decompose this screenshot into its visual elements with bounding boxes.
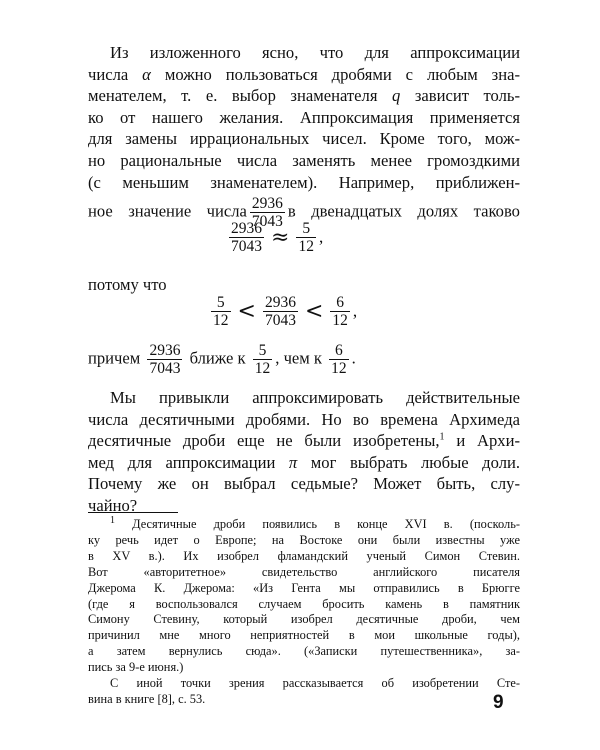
footnote-divider (88, 512, 178, 513)
page-body (88, 42, 520, 515)
fraction-5-12: $\frac{5}{12}$ (298, 220, 314, 255)
footnote-line: причинил мне много неприятностей в мои школьные годы), (88, 628, 520, 643)
text-line: менателем, т. е. выбор знаменателя q зависит толь- (88, 86, 520, 106)
footnote-ref: 1 (439, 431, 445, 443)
variable-pi: π (288, 452, 298, 472)
text-line: мед для аппроксимации π мог выбрать любые доли. (88, 452, 520, 472)
paragraph-1 (88, 42, 520, 230)
text-line-with-fraction: ное значение числа $\frac{2936}{7043}$ в двенадцатых долях таково (88, 195, 520, 231)
text-line: Из изложенного ясно, что для аппроксимации (110, 43, 520, 62)
approx-sign: ≈ (271, 225, 290, 250)
fraction-2936-7043: $\frac{2936}{7043}$ (264, 294, 296, 329)
footnote-line: Вот «авторитетное» свидетельство английского писателя (88, 564, 520, 579)
text-line: десятичные дроби еще не были изобретены,$^1$ и Архи- (88, 431, 520, 451)
footnote-line: а затем вернулись сюда». («Записки путешественника», за- (88, 644, 520, 659)
footnote-line: пись за 9-е июня.) (88, 660, 184, 675)
fraction-2936-7043: $\frac{2936}{7043}$ (251, 195, 283, 231)
fraction-5-12: $\frac{5}{12}$ (254, 342, 271, 377)
footnote-line: ку речь идет о Европе; на Востоке они были известны уже (88, 532, 520, 547)
fraction-2936-7043: $\frac{2936}{7043}$ (231, 220, 262, 255)
variable-alpha: α (142, 64, 151, 84)
footnote (88, 514, 520, 708)
footnote-line: (где я воспользовался случаем бросить камень в памятник (88, 596, 520, 611)
because-text: потому что (88, 275, 167, 294)
text-line: ко от нашего желания. Аппроксимация применяется (88, 107, 520, 127)
paragraph-2 (88, 387, 520, 517)
formula-approx: $\frac{2936}{7043}$ ≈ $\frac{5}{12}$ , (231, 220, 324, 255)
less-than-sign: < (304, 299, 324, 324)
text-line: для замены иррациональных чисел. Кроме того, мож- (88, 129, 520, 149)
footnote-line: $^1$ Десятичные дроби появились в конце XVI в. (посколь- (110, 514, 520, 531)
fraction-6-12: $\frac{6}{12}$ (331, 342, 347, 377)
footnote-line: в XV в.). Их изобрел фламандский ученый Симон Стевин. (88, 548, 520, 563)
formula-comparison: причем $\frac{2936}{7043}$ ближе к $\frac{5}{12}$ , чем к $\frac{6}{12}$ . (88, 342, 356, 377)
footnote-line: Симону Стевину, который изобрел десятичные дроби, чем (88, 612, 520, 627)
text-line: чайно? (88, 495, 138, 515)
text-line: (с меньшим знаменателем). Например, приближен- (88, 172, 520, 192)
text-line: числа α можно пользоваться дробями с любым зна- (88, 64, 520, 84)
formula-inequality: $\frac{5}{12}$ < $\frac{2936}{7043}$ < $\frac{6}{12}$ , (213, 294, 358, 329)
less-than-sign: < (237, 299, 256, 324)
footnote-line: С иной точки зрения рассказывается об изобретении Сте- (110, 676, 520, 691)
variable-q: q (392, 86, 401, 106)
fraction-5-12: $\frac{5}{12}$ (213, 294, 229, 329)
page-number: 9 (493, 692, 504, 713)
text-line: но рациональные числа заменять менее громоздкими (88, 150, 520, 170)
text-line: числа десятичными дробями. Но во времена Архимеда (88, 409, 520, 429)
footnote-number: 1 (110, 514, 115, 526)
footnote-line: вина в книге [8], с. 53. (88, 691, 206, 706)
text-line: Мы привыкли аппроксимировать действительные (110, 388, 520, 407)
fraction-6-12: $\frac{6}{12}$ (332, 294, 348, 329)
footnote-line: Джерома К. Джерома: «Из Гента мы отправились в Брюгге (88, 580, 520, 595)
text-line: Почему же он выбрал седьмые? Может быть, слу- (88, 474, 520, 494)
fraction-2936-7043: $\frac{2936}{7043}$ (149, 342, 181, 377)
